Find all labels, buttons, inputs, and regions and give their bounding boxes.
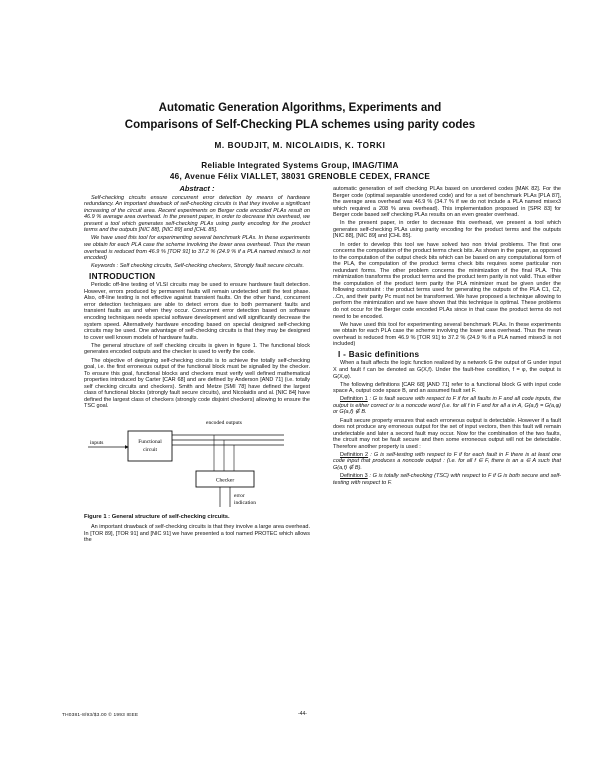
figure-1-caption: Figure 1 : General structure of self-checking circuits. xyxy=(84,514,230,521)
intro-paragraph-2: The general structure of self checking circuits is given in figure 1. The functional block generates encoded outputs and the checker is used to verify the code. xyxy=(84,342,310,356)
right-paragraph-1: automatic generation of self checking PLAs based on unordered codes [MAK 82]. For the Berger code (optimal separable unordered code) and for a set of benchmark PLAs [PLA 87], the average area overhead was 46.9 % (34.7 % if we do not include a PLA named misex3 which required a 208 % area overhead). This implementation proposed in [SPR 83] for Berger code based self checking PLAs results on an even greater overhead. xyxy=(333,186,561,219)
abstract-text-2: We have used this tool for experimenting several benchmark PLAs. In these experiments we obtain for each PLA case the scheme involving the lower area overhead. Thus the mean overhead is reduced from 46.9 % [TOR 91] to 37.2 % (24.9 % if a PLA named misex3 is not encoded) xyxy=(84,235,310,262)
definition-3-label: Definition 3 xyxy=(340,473,368,480)
encoded-outputs-label: encoded outputs xyxy=(206,420,242,427)
definition-1-label: Definition 1 xyxy=(340,396,368,403)
affiliation-line-1: Reliable Integrated Systems Group, IMAG/TIMA xyxy=(201,161,399,170)
intro-paragraph-3: The objective of designing self-checking circuits is to achieve the totally self-checking goal, i.e. the first erroneous output of the functional block must be signalled by the checker. To ensure this goal, functional blocks and checkers must verify well defined mathematical properties introduced by Carter [CAR 68] and are defined by Anderson [AND 71] (i.e. totally self checking circuits and checkers). Smith and Metze [SMI 78] have defined the largest class of functional blocks (strongly fault secure circuits), and Nicolaidis and al. [NIC 84] have defined the largest class of checkers (strongly code disjoint checkers) allowing to ensure the TSC goal. xyxy=(84,357,310,410)
definitions-paragraph-3: Fault secure property ensures that each erroneous output is detectable. However if a fault does not produce any erroneous output for the set of input vectors, then this fault will remain undetectable and later a second fault may occur. Now for the combination of the two faults, the circuit may not be fault secure and then some erroneous output will not be detectable. Therefore another property is used : xyxy=(333,417,561,450)
affiliation xyxy=(40,160,560,182)
abstract-text: Self-checking circuits ensure concurrent error detection by means of hardware redundancy. An important drawback of self-checking circuits is that they involve a significant increasing of the circuit area. Recent experiments on Berger code encoded PLAs result on 46.9 % average area overhead. In the present paper, in order to decrease this overhead, we present a tool which generates self-checking PLAs using parity encoding for the product terms and the outputs [NIC 88], [NIC 89] and [CHL 85]. xyxy=(84,194,310,234)
right-paragraph-4: We have used this tool for experimenting several benchmark PLAs. In these experiments we obtain for each PLA case the scheme involving the lower area overhead. Thus the mean overhead is reduced from 46.9 % [TOR 91] to 37.2 % (24.9 % if a PLA named misex3 is not included) xyxy=(333,321,561,348)
definition-1-text: : G is fault secure with respect to F if for all faults in F and all code inputs, the output is either correct or is a noncode word (i.e. for all f in F and for all a in A, G(a,f) = G(a,φ) or G(a,f) ∉ B. xyxy=(333,396,561,416)
checker-label: Checker xyxy=(215,477,235,484)
definition-2 xyxy=(333,452,561,472)
page-number: -44- xyxy=(298,711,307,717)
keywords: Keywords : Self checking circuits, Self-checking checkers, Strongly fault secure circuits. xyxy=(91,263,305,270)
definitions-paragraph-1: When a fault affects the logic function realized by a network G the output of G under input X and fault f can be denoted as G(X,f). Under the fault-free condition, f = φ, the output is G(X,φ). xyxy=(333,360,561,380)
paper-title xyxy=(40,100,560,134)
authors: M. BOUDJIT, M. NICOLAIDIS, K. TORKI xyxy=(214,141,386,150)
error-label: error xyxy=(234,493,245,500)
definition-2-label: Definition 2 xyxy=(340,451,369,458)
affiliation-line-2: 46, Avenue Félix VIALLET, 38031 GRENOBLE CEDEX, FRANCE xyxy=(169,172,431,181)
title-line-2: Comparisons of Self-Checking PLA schemes using parity codes xyxy=(124,119,476,131)
introduction-heading: INTRODUCTION xyxy=(89,271,156,281)
intro-paragraph-4: An important drawback of self-checking circuits is that they involve a large area overhead. In [TOR 89], [TOR 91] and [NIC 91] we have presented a tool named PROTEC which allows the xyxy=(84,524,310,544)
functional-circuit-box xyxy=(128,431,172,461)
figure-1-diagram xyxy=(84,411,310,511)
abstract-heading: Abstract : xyxy=(179,184,215,193)
definition-3-text: : G is totally self-checking (TSC) with respect to F if G is both secure and self-testing with respect to F. xyxy=(333,473,561,486)
definitions-paragraph-2: The following definitions [CAR 68] [AND 71] refer to a functional block G with input code space A, output code space B, and an assumed fault set F. xyxy=(333,381,561,395)
indication-label: indication xyxy=(234,500,256,507)
circuit-label: circuit xyxy=(142,447,158,454)
functional-label: Functional xyxy=(138,439,162,446)
figure-1-svg xyxy=(84,411,310,511)
right-paragraph-3: In order to develop this tool we have solved two non trivial problems. The first one concerns the computation of the product terms check bits. As shown in the paper, as opposed to the computation of the output check bits which can be based on any computational form of the PLA, the computation of the product terms check bits requires some particular non redundant forms. The other problem concerns the minimization of the final PLA. This minimization transforms the product terms and the product term parity is not valid. Thus either the computation of the product term parity the PLA minimizer must be given under the following constraint : the product terms used for generating the outputs of the PLA C1, C2, ..Cn, and their parity Pc must not be transformed. We have proposed a technique allowing to perform the minimization and we have shown that this technique is optimal. These problems do not occur for the Berger code encoded PLAs since in that case the product terms do not need to be encoded. xyxy=(333,241,561,320)
definition-1 xyxy=(333,396,561,416)
definition-2-text: : G is self-testing with respect to F if for each fault in F there is at least one code input that produces a noncode output : (i.e. for all f ∈ F, there is an a ∈ A such that G(a,f) ∉ B). xyxy=(333,451,561,472)
left-column xyxy=(84,186,310,545)
intro-paragraph-1: Periodic off-line testing of VLSI circuits may be used to ensure hardware fault detection. However, errors produced by permanent faults will remain undetected until the test phase. Also, off-line testing is not effective against transient faults. On the other hand, concurrent error detection techniques are able to detect errors due to both permanent faults and transient faults as and when they occur. Concurrent error detection based on software encoding techniques needs special software development and will significantly decrease the system speed. Alternatively hardware encoding based on special designed self-checking circuits may be used. One advantage of self-checking circuits is that they may be designed to cover well known models of hardware faults. xyxy=(84,282,310,341)
title-line-1: Automatic Generation Algorithms, Experiments and xyxy=(158,102,442,114)
definition-3 xyxy=(333,473,561,486)
right-column xyxy=(333,186,561,488)
basic-definitions-heading: I - Basic definitions xyxy=(338,349,420,359)
inputs-label: inputs xyxy=(90,440,104,447)
right-paragraph-2: In the present paper, in order to decrease this overhead, we present a tool which generates self-checking PLAs using parity encoding for the product terms and the outputs [NIC 88], [NIC 89] and [CHL 85]. xyxy=(333,220,561,240)
footer-code: TH0381-8/93/$3.00 © 1993 IEEE xyxy=(62,713,139,718)
